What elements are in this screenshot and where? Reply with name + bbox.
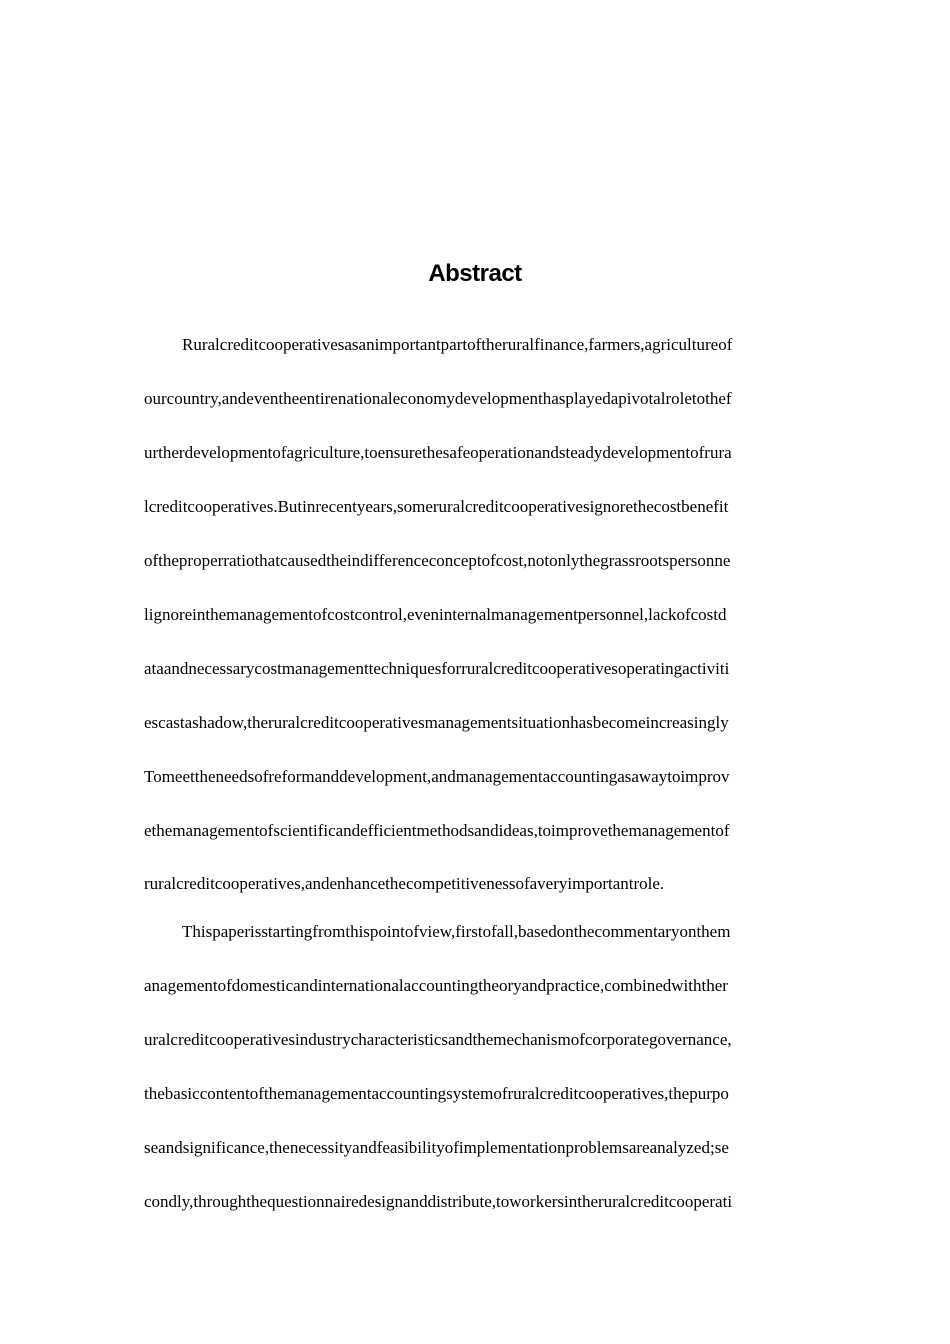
paragraph-2-line: uralcreditcooperativesindustrycharacteristicsandthemechanismofcorporategovernance,	[144, 1030, 732, 1049]
paragraph-1-line: ethemanagementofscientificandefficientmethodsandideas,toimprovethemanagementof	[144, 821, 730, 840]
paragraph-1-line: lignoreinthemanagementofcostcontrol,eveninternalmanagementpersonnel,lackofcostd	[144, 605, 727, 624]
paragraph-2-line: condly,throughthequestionnairedesignanddistribute,toworkersintheruralcreditcooperati	[144, 1192, 733, 1211]
paragraph-2-line: anagementofdomesticandinternationalaccountingtheoryandpractice,combinedwithther	[144, 976, 728, 995]
paragraph-1-line: lcreditcooperatives.Butinrecentyears,someruralcreditcooperativesignorethecostbenefit	[144, 497, 729, 516]
paragraph-1-line: Ruralcreditcooperativesasanimportantpartoftheruralfinance,farmers,agricultureof	[182, 335, 733, 354]
paragraph-1-line: ourcountry,andeventheentirenationaleconomydevelopmenthasplayedapivotalroletothef	[144, 389, 732, 408]
paragraph-1-line: escastashadow,theruralcreditcooperativesmanagementsituationhasbecomeincreasingly	[144, 713, 729, 732]
paragraph-2-line: seandsignificance,thenecessityandfeasibilityofimplementationproblemsareanalyzed;se	[144, 1138, 729, 1157]
paragraph-1-line: urtherdevelopmentofagriculture,toensurethesafeoperationandsteadydevelopmentofrura	[144, 443, 732, 462]
paragraph-2-line: Thispaperisstartingfromthispointofview,firstofall,basedonthecommentaryonthem	[182, 922, 731, 941]
paragraph-1-line: ruralcreditcooperatives,andenhancethecompetitivenessofaveryimportantrole.	[144, 874, 665, 893]
paragraph-2-line: thebasiccontentofthemanagementaccountingsystemofruralcreditcooperatives,thepurpo	[144, 1084, 729, 1103]
abstract-title: Abstract	[428, 260, 522, 287]
paragraph-1-line: ataandnecessarycostmanagementtechniquesforruralcreditcooperativesoperatingactiviti	[144, 659, 730, 678]
paragraph-1-line: Tomeettheneedsofreformanddevelopment,andmanagementaccountingasawaytoimprov	[144, 767, 730, 786]
paragraph-1-line: oftheproperratiothatcausedtheindifferenceconceptofcost,notonlythegrassrootspersonne	[144, 551, 731, 570]
